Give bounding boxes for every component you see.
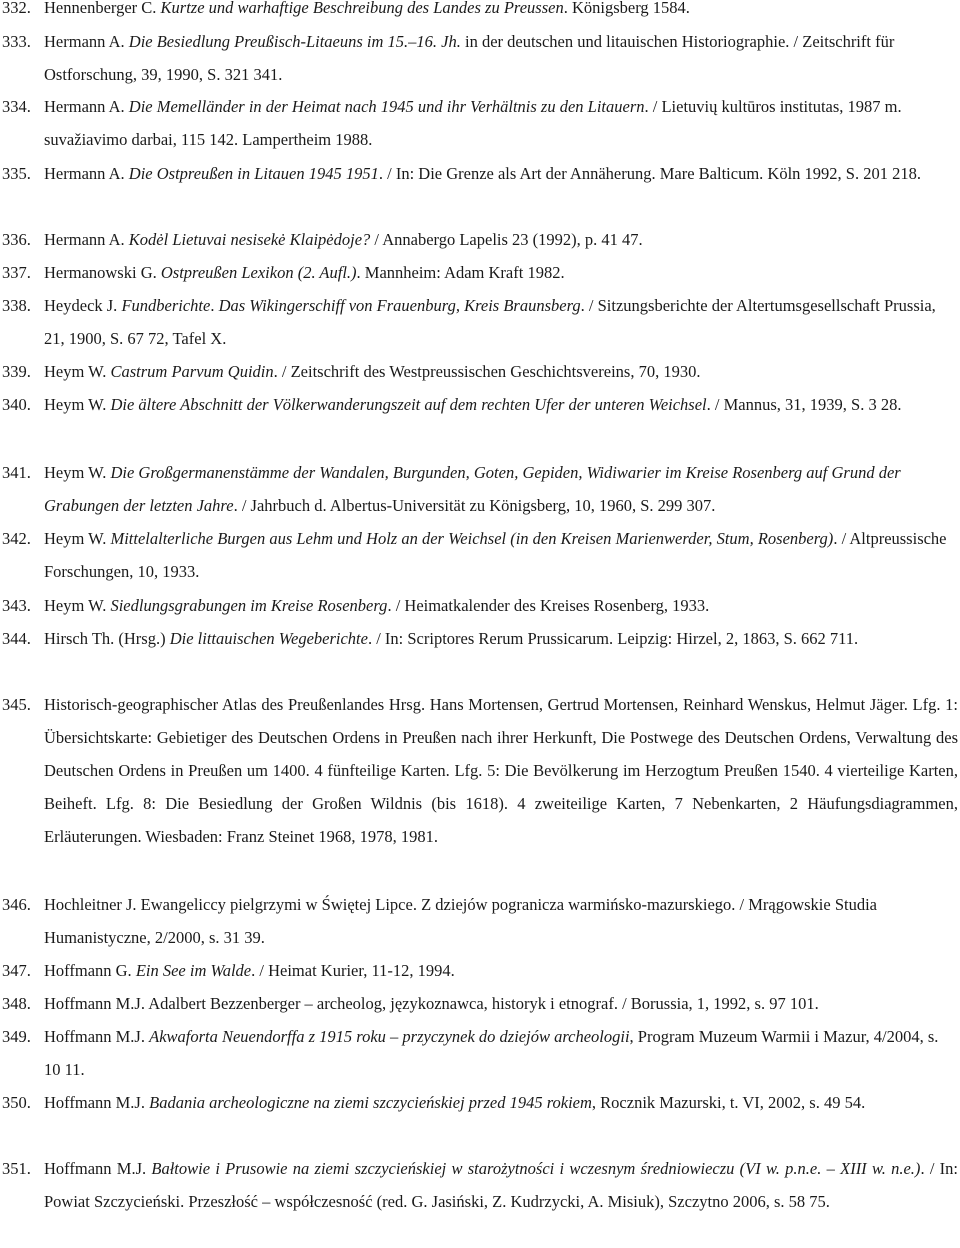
entry-text <box>44 456 960 522</box>
entry-number: 333. <box>2 32 31 51</box>
entry-text-segment: . / Sitzungsberichte der Altertumsgesellschaft Prussia, 21, 1900, S. 67 72, Tafel X. <box>44 296 936 348</box>
entry-text <box>44 688 960 853</box>
entry-title-italic: Die ältere Abschnitt der Völkerwanderungszeit auf dem rechten Ufer der unteren Weichsel <box>110 395 707 414</box>
entry-number: 348. <box>2 994 31 1013</box>
entry-title-italic: Ostpreußen Lexikon (2. Aufl.) <box>160 263 357 282</box>
entry-number: 340. <box>2 395 31 414</box>
entry-text-segment: . / In: Powiat Szczycieński. Przeszłość – współczesność (red. G. Jasiński, Z. Kudrzycki, A. Misiuk), Szczytno 2006, s. 58 75. <box>44 1159 958 1211</box>
entry-text-segment: Hirsch Th. (Hrsg.) <box>44 629 170 648</box>
entry-title-italic: Ein See im Walde <box>135 961 252 980</box>
entry-text-segment: Historisch-geographischer Atlas des Preußenlandes Hrsg. Hans Mortensen, Gertrud Mortensen, Reinhard Wenskus, Helmut Jäger. Lfg. 1: Übersichtskarte: Gebietiger des Deutschen Ordens in Preußen nach ihrer Herkunft, Die Postwege des Deutschen Ordens, Verwaltung des Deutschen Ordens in Preußen um 1400. 4 fünfteilige Karten. Lfg. 5: Die Bevölkerung im Herzogtum Preußen 1540. 4 vierteilige Karten, Beiheft. Lfg. 8: Die Besiedlung der Großen Wildnis (bis 1618). 4 zweiteilige Karten, 7 Nebenkarten, 2 Häufungsdiagrammen, Erläuterungen. Wiesbaden: Franz Steinet 1968, 1978, 1981. <box>44 695 958 846</box>
entry-text-segment: Hochleitner J. Ewangeliccy pielgrzymi w Świętej Lipce. Z dziejów pogranicza warmińsko-mazurskiego. / Mrągowskie Studia Humanistyczne, 2/2000, s. 31 39. <box>44 895 878 947</box>
entry-text <box>44 622 960 655</box>
entry-text-segment: . / Mannus, 31, 1939, S. 3 28. <box>706 395 902 414</box>
bib-entry-350 <box>0 1086 960 1119</box>
entry-number: 343. <box>2 596 31 615</box>
entry-title-italic: Die Ostpreußen in Litauen 1945 1951 <box>128 164 379 183</box>
entry-text <box>44 1152 960 1218</box>
entry-text-segment: Hennenberger C. <box>44 0 161 17</box>
entry-number: 350. <box>2 1093 31 1112</box>
entry-text <box>44 589 960 622</box>
entry-title-italic: Kurtze und warhaftige Beschreibung des Landes zu Preussen <box>160 0 564 17</box>
entry-text-segment: Hermanowski G. <box>44 263 161 282</box>
entry-text <box>44 388 960 421</box>
entry-text-segment: in der deutschen und litauischen Historiographie. / Zeitschrift für Ostforschung, 39, 1990, S. 321 341. <box>44 32 895 84</box>
bib-entry-346 <box>0 888 960 954</box>
entry-text-segment: . / In: Die Grenze als Art der Annäherung. Mare Balticum. Köln 1992, S. 201 218. <box>378 164 921 183</box>
entry-title-italic: Badania archeologiczne na ziemi szczycieńskiej przed 1945 rokiem <box>149 1093 592 1112</box>
bib-entry-339 <box>0 355 960 388</box>
bib-entry-338 <box>0 289 960 355</box>
entry-text <box>44 0 960 24</box>
entry-text-segment: Hermann A. <box>44 230 129 249</box>
bib-entry-334 <box>0 90 960 156</box>
entry-text <box>44 1020 960 1086</box>
entry-text-segment: . / Altpreussische Forschungen, 10, 1933. <box>44 529 947 581</box>
entry-text <box>44 522 960 588</box>
entry-title-italic: Akwaforta Neuendorffa z 1915 roku – przyczynek do dziejów archeologii <box>149 1027 630 1046</box>
entry-text <box>44 157 960 190</box>
entry-text-segment: Hoffmann G. <box>44 961 136 980</box>
bib-entry-349 <box>0 1020 960 1086</box>
entry-text-segment: Hoffmann M.J. Adalbert Bezzenberger – archeolog, językoznawca, historyk i etnograf. / Borussia, 1, 1992, s. 97 101. <box>44 994 819 1013</box>
bib-entry-333 <box>0 25 960 91</box>
entry-number: 338. <box>2 296 31 315</box>
entry-title-italic: Mittelalterliche Burgen aus Lehm und Holz an der Weichsel (in den Kreisen Marienwerder, Stum, Rosenberg) <box>110 529 834 548</box>
entry-title-italic: Kodėl Lietuvai nesisekė Klaipėdoje? <box>128 230 371 249</box>
entry-number: 334. <box>2 97 31 116</box>
bib-entry-351 <box>0 1152 960 1218</box>
entry-title-italic: Die Großgermanenstämme der Wandalen, Burgunden, Goten, Gepiden, Widiwarier im Kreise Rosenberg auf Grund der Grabungen der letzten Jahre <box>44 463 901 515</box>
entry-text-segment: Hoffmann M.J. <box>44 1027 150 1046</box>
entry-text <box>44 888 960 954</box>
entry-title-italic: Das Wikingerschiff von Frauenburg, Kreis Braunsberg <box>218 296 581 315</box>
entry-number: 342. <box>2 529 31 548</box>
bib-entry-337 <box>0 256 960 289</box>
entry-text <box>44 256 960 289</box>
bib-entry-340 <box>0 388 960 421</box>
bib-entry-336 <box>0 223 960 256</box>
bib-entry-332 <box>0 0 960 24</box>
entry-text-segment: , Program Muzeum Warmii i Mazur, 4/2004, s. 10 11. <box>44 1027 939 1079</box>
entry-text <box>44 355 960 388</box>
entry-text-segment: Hermann A. <box>44 97 129 116</box>
entry-text-segment: . / Heimatkalender des Kreises Rosenberg, 1933. <box>387 596 710 615</box>
entry-title-italic: Castrum Parvum Quidin <box>110 362 274 381</box>
entry-text <box>44 25 960 91</box>
entry-title-italic: Fundberichte <box>121 296 211 315</box>
entry-text-segment: . Mannheim: Adam Kraft 1982. <box>356 263 565 282</box>
entry-text <box>44 289 960 355</box>
bib-entry-344 <box>0 622 960 655</box>
entry-number: 339. <box>2 362 31 381</box>
entry-number: 336. <box>2 230 31 249</box>
entry-number: 346. <box>2 895 31 914</box>
entry-number: 349. <box>2 1027 31 1046</box>
entry-text-segment: . / Lietuvių kultūros institutas, 1987 m. suvažiavimo darbai, 115 142. Lampertheim 1988. <box>44 97 902 149</box>
entry-text-segment: . / In: Scriptores Rerum Prussicarum. Leipzig: Hirzel, 2, 1863, S. 662 711. <box>367 629 859 648</box>
entry-text-segment: . <box>210 296 219 315</box>
entry-number: 347. <box>2 961 31 980</box>
entry-text-segment: Hoffmann M.J. <box>44 1093 150 1112</box>
entry-text-segment: Hermann A. <box>44 164 129 183</box>
bib-entry-335 <box>0 157 960 190</box>
entry-title-italic: Bałtowie i Prusowie na ziemi szczycieńskiej w starożytności i wczesnym średniowieczu (VI w. p.n.e. – XIII w. n.e.) <box>151 1159 921 1178</box>
entry-title-italic: Die littauischen Wegeberichte <box>169 629 368 648</box>
entry-text <box>44 223 960 256</box>
entry-text-segment: Heydeck J. <box>44 296 122 315</box>
entry-number: 344. <box>2 629 31 648</box>
entry-number: 341. <box>2 463 31 482</box>
bib-entry-342 <box>0 522 960 588</box>
entry-text-segment: Heym W. <box>44 596 111 615</box>
entry-title-italic: Siedlungsgrabungen im Kreise Rosenberg <box>110 596 388 615</box>
entry-title-italic: Die Besiedlung Preußisch-Litaeuns im 15.–16. Jh. <box>128 32 461 51</box>
entry-text-segment: . Königsberg 1584. <box>563 0 690 17</box>
entry-text-segment: . / Heimat Kurier, 11-12, 1994. <box>251 961 455 980</box>
entry-number: 351. <box>2 1159 31 1178</box>
entry-text-segment: Heym W. <box>44 529 111 548</box>
entry-text-segment: , Rocznik Mazurski, t. VI, 2002, s. 49 54. <box>591 1093 866 1112</box>
entry-number: 332. <box>2 0 31 17</box>
bib-entry-347 <box>0 954 960 987</box>
entry-text-segment: / Annabergo Lapelis 23 (1992), p. 41 47. <box>370 230 643 249</box>
entry-text <box>44 987 960 1020</box>
entry-text-segment: Heym W. <box>44 395 111 414</box>
entry-number: 335. <box>2 164 31 183</box>
entry-text-segment: . / Zeitschrift des Westpreussischen Geschichtsvereins, 70, 1930. <box>273 362 701 381</box>
bib-entry-348 <box>0 987 960 1020</box>
entry-text-segment: . / Jahrbuch d. Albertus-Universität zu Königsberg, 10, 1960, S. 299 307. <box>233 496 716 515</box>
entry-text <box>44 1086 960 1119</box>
entry-number: 337. <box>2 263 31 282</box>
entry-text-segment: Hoffmann M.J. <box>44 1159 152 1178</box>
bib-entry-341 <box>0 456 960 522</box>
bib-entry-345 <box>0 688 960 853</box>
entry-number: 345. <box>2 695 31 714</box>
entry-text-segment: Hermann A. <box>44 32 129 51</box>
entry-text <box>44 90 960 156</box>
entry-text-segment: Heym W. <box>44 362 111 381</box>
entry-text <box>44 954 960 987</box>
bib-entry-343 <box>0 589 960 622</box>
entry-text-segment: Heym W. <box>44 463 111 482</box>
entry-title-italic: Die Memelländer in der Heimat nach 1945 und ihr Verhältnis zu den Litauern <box>128 97 645 116</box>
